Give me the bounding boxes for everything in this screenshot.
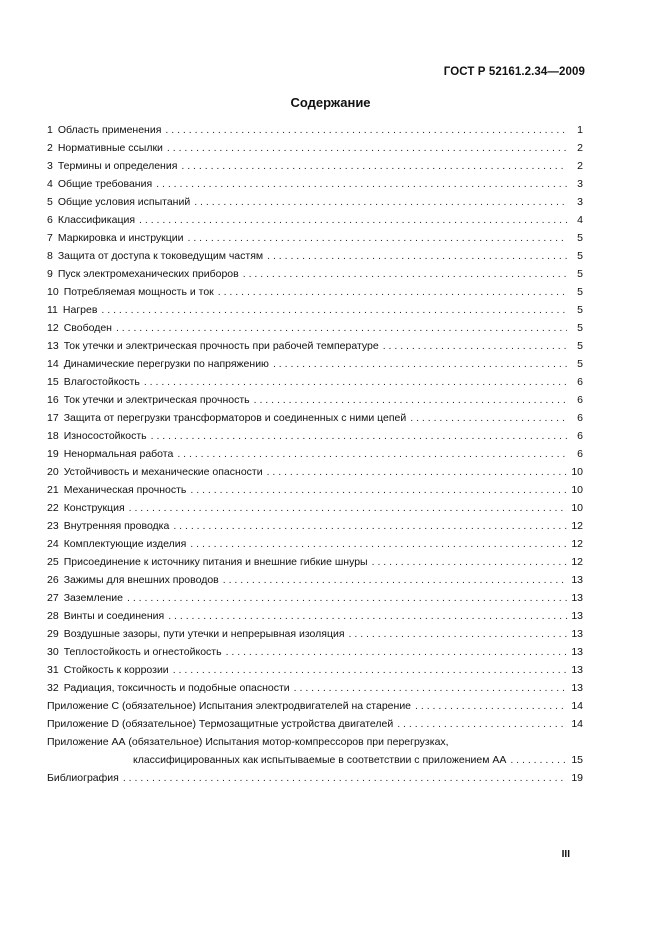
toc-entry-label: Приложение D (обязательное) Термозащитные устройства двигателей xyxy=(47,718,394,730)
standard-code: ГОСТ Р 52161.2.34—2009 xyxy=(443,66,585,78)
toc-entry-label: Область применения xyxy=(57,124,162,136)
toc-entry-number: 28 xyxy=(47,610,59,622)
toc-entry-page: 1 xyxy=(577,124,583,136)
toc-entry-label: Пуск электромеханических приборов xyxy=(57,268,239,280)
toc-entry-page: 3 xyxy=(577,178,583,190)
dot-leader xyxy=(127,589,567,607)
toc-entry-page: 6 xyxy=(577,394,583,406)
dot-leader xyxy=(223,571,567,589)
toc-entry-page: 5 xyxy=(577,286,583,298)
toc-entry-label: Комплектующие изделия xyxy=(63,538,187,550)
toc-entry-page: 5 xyxy=(577,304,583,316)
dot-leader xyxy=(123,769,567,787)
toc-entry[interactable] xyxy=(47,697,583,715)
toc-entry-label: Защита от доступа к токоведущим частям xyxy=(57,250,264,262)
toc-entry[interactable] xyxy=(47,229,583,247)
toc-entry-number: 11 xyxy=(47,304,58,316)
toc-entry[interactable] xyxy=(47,193,583,211)
toc-entry-page: 3 xyxy=(577,196,583,208)
toc-entry-number: 12 xyxy=(47,322,59,334)
toc-entry-label: Маркировка и инструкции xyxy=(57,232,184,244)
toc-entry-label: Устойчивость и механические опасности xyxy=(63,466,263,478)
toc-entry[interactable] xyxy=(47,139,583,157)
toc-entry-number: 10 xyxy=(47,286,59,298)
dot-leader xyxy=(167,139,567,157)
toc-entry-page: 6 xyxy=(577,448,583,460)
dot-leader xyxy=(372,553,567,571)
dot-leader xyxy=(226,643,567,661)
toc-entry[interactable] xyxy=(47,211,583,229)
dot-leader xyxy=(410,409,567,427)
toc-entry-label: Общие условия испытаний xyxy=(57,196,191,208)
toc-entry-number: 15 xyxy=(47,376,59,388)
toc-entry[interactable] xyxy=(47,121,583,139)
dot-leader xyxy=(190,535,567,553)
toc-entry-label: Винты и соединения xyxy=(63,610,165,622)
toc-entry-label: Присоединение к источнику питания и внешние гибкие шнуры xyxy=(63,556,368,568)
toc-entry-page: 5 xyxy=(577,340,583,352)
dot-leader xyxy=(139,211,567,229)
toc-entry[interactable] xyxy=(47,607,583,625)
toc-entry-number: 30 xyxy=(47,646,59,658)
toc-entry[interactable] xyxy=(47,571,583,589)
toc-entry-page: 10 xyxy=(571,484,583,496)
dot-leader xyxy=(243,265,567,283)
toc-entry-number: 21 xyxy=(47,484,59,496)
toc-entry-number: 20 xyxy=(47,466,59,478)
dot-leader xyxy=(254,391,567,409)
toc-entry-number: 8 xyxy=(47,250,53,262)
toc-entry[interactable] xyxy=(47,373,583,391)
toc-entry[interactable] xyxy=(47,157,583,175)
toc-entry-page: 10 xyxy=(571,466,583,478)
dot-leader xyxy=(129,499,567,517)
toc-entry-number: 29 xyxy=(47,628,59,640)
toc-entry[interactable] xyxy=(47,661,583,679)
toc-entry-page: 12 xyxy=(571,538,583,550)
toc-entry-label: Заземление xyxy=(63,592,123,604)
toc-entry-number: 22 xyxy=(47,502,59,514)
toc-entry-page: 13 xyxy=(571,574,583,586)
toc-entry-label: Защита от перегрузки трансформаторов и соединенных с ними цепей xyxy=(63,412,407,424)
toc-entry[interactable] xyxy=(47,265,583,283)
toc-entry-label: Общие требования xyxy=(57,178,153,190)
toc-entry-page: 5 xyxy=(577,250,583,262)
dot-leader xyxy=(116,319,567,337)
toc-entry-label: Нормативные ссылки xyxy=(57,142,163,154)
toc-entry-page: 13 xyxy=(571,682,583,694)
dot-leader xyxy=(218,283,567,301)
toc-entry-number: 5 xyxy=(47,196,53,208)
toc-entry[interactable] xyxy=(47,301,583,319)
toc-entry[interactable] xyxy=(47,499,583,517)
toc-entry-page: 4 xyxy=(577,214,583,226)
toc-entry[interactable] xyxy=(47,427,583,445)
toc-entry[interactable] xyxy=(47,589,583,607)
dot-leader xyxy=(349,625,567,643)
toc-entry-label: Механическая прочность xyxy=(63,484,187,496)
dot-leader xyxy=(267,247,567,265)
toc-entry-annex-aa[interactable] xyxy=(47,733,583,769)
dot-leader xyxy=(165,121,567,139)
toc-entry-number: 7 xyxy=(47,232,53,244)
toc-entry-label: классифицированных как испытываемые в соответствии с приложением АА xyxy=(133,754,507,766)
toc-entry-number: 4 xyxy=(47,178,53,190)
toc-entry-label: Влагостойкость xyxy=(63,376,140,388)
toc-entry-label: Потребляемая мощность и ток xyxy=(63,286,214,298)
toc-entry[interactable] xyxy=(47,175,583,193)
toc-entry-number: 32 xyxy=(47,682,59,694)
toc-entry-page: 12 xyxy=(571,556,583,568)
toc-entry-number: 31 xyxy=(47,664,59,676)
toc-entry[interactable] xyxy=(47,445,583,463)
dot-leader xyxy=(101,301,567,319)
toc-entry-number: 25 xyxy=(47,556,59,568)
dot-leader xyxy=(181,157,567,175)
toc-entry-label: Динамические перегрузки по напряжению xyxy=(63,358,269,370)
toc-entry-number: 19 xyxy=(47,448,59,460)
dot-leader xyxy=(173,661,567,679)
toc-entry-page: 19 xyxy=(571,772,583,784)
dot-leader xyxy=(168,607,567,625)
toc-entry-number: 16 xyxy=(47,394,59,406)
toc-entry-label: Износостойкость xyxy=(63,430,147,442)
page-title: Содержание xyxy=(290,95,371,110)
toc-entry-number: 6 xyxy=(47,214,53,226)
toc-entry-number: 26 xyxy=(47,574,59,586)
toc-entry[interactable] xyxy=(47,409,583,427)
table-of-contents xyxy=(47,121,583,787)
toc-entry-number: 2 xyxy=(47,142,53,154)
toc-entry-page: 2 xyxy=(577,142,583,154)
toc-entry-number: 14 xyxy=(47,358,59,370)
dot-leader xyxy=(397,715,567,733)
toc-entry-page: 13 xyxy=(571,646,583,658)
toc-entry-number: 18 xyxy=(47,430,59,442)
dot-leader xyxy=(151,427,567,445)
toc-entry[interactable] xyxy=(47,391,583,409)
toc-entry-page: 2 xyxy=(577,160,583,172)
toc-entry-label: Стойкость к коррозии xyxy=(63,664,169,676)
toc-entry-page: 6 xyxy=(577,376,583,388)
toc-entry-number: 13 xyxy=(47,340,59,352)
toc-entry-page: 13 xyxy=(571,610,583,622)
toc-entry[interactable] xyxy=(47,517,583,535)
toc-entry-label: Приложение С (обязательное) Испытания электродвигателей на старение xyxy=(47,700,412,712)
toc-entry-label: Классификация xyxy=(57,214,136,226)
toc-entry-label: Ток утечки и электрическая прочность при рабочей температуре xyxy=(63,340,379,352)
dot-leader xyxy=(177,445,567,463)
dot-leader xyxy=(190,481,567,499)
toc-entry-page: 6 xyxy=(577,430,583,442)
toc-entry-number: 24 xyxy=(47,538,59,550)
toc-entry[interactable] xyxy=(47,481,583,499)
toc-entry-label: Теплостойкость и огнестойкость xyxy=(63,646,222,658)
toc-entry-label: Радиация, токсичность и подобные опасности xyxy=(63,682,290,694)
toc-entry-page: 5 xyxy=(577,322,583,334)
toc-entry-label: Свободен xyxy=(63,322,112,334)
toc-entry-label: Приложение АА (обязательное) Испытания мотор-компрессоров при перегрузках, xyxy=(47,736,449,748)
toc-entry-number: 17 xyxy=(47,412,59,424)
dot-leader xyxy=(194,193,567,211)
toc-entry[interactable] xyxy=(47,337,583,355)
toc-entry-label: Библиография xyxy=(47,772,119,784)
toc-entry-number: 27 xyxy=(47,592,59,604)
dot-leader xyxy=(383,337,567,355)
toc-entry-label: Конструкция xyxy=(63,502,125,514)
toc-entry[interactable] xyxy=(47,463,583,481)
toc-entry-label: Нагрев xyxy=(62,304,98,316)
toc-entry-label-continued xyxy=(47,751,583,769)
toc-entry[interactable] xyxy=(47,355,583,373)
toc-entry-page: 5 xyxy=(577,358,583,370)
toc-entry-page: 12 xyxy=(571,520,583,532)
dot-leader xyxy=(273,355,567,373)
toc-entry-label: Ненормальная работа xyxy=(63,448,174,460)
dot-leader xyxy=(510,751,567,769)
toc-entry[interactable] xyxy=(47,715,583,733)
toc-entry[interactable] xyxy=(47,247,583,265)
dot-leader xyxy=(188,229,567,247)
toc-entry[interactable] xyxy=(47,283,583,301)
toc-entry-label: Зажимы для внешних проводов xyxy=(63,574,219,586)
toc-entry-number: 9 xyxy=(47,268,53,280)
toc-entry-page: 14 xyxy=(571,700,583,712)
toc-entry-page: 10 xyxy=(571,502,583,514)
toc-entry-number: 3 xyxy=(47,160,53,172)
toc-entry-page: 13 xyxy=(571,628,583,640)
toc-entry[interactable] xyxy=(47,643,583,661)
toc-entry-page: 13 xyxy=(571,664,583,676)
toc-entry-page: 5 xyxy=(577,232,583,244)
dot-leader xyxy=(156,175,567,193)
toc-entry-page: 14 xyxy=(571,718,583,730)
toc-entry-label: Ток утечки и электрическая прочность xyxy=(63,394,250,406)
toc-entry-page: 13 xyxy=(571,592,583,604)
toc-entry-number: 23 xyxy=(47,520,59,532)
dot-leader xyxy=(415,697,567,715)
dot-leader xyxy=(144,373,567,391)
toc-entry[interactable] xyxy=(47,319,583,337)
toc-entry[interactable] xyxy=(47,679,583,697)
toc-entry[interactable] xyxy=(47,535,583,553)
toc-entry-page: 15 xyxy=(571,754,583,766)
dot-leader xyxy=(267,463,567,481)
toc-entry[interactable] xyxy=(47,769,583,787)
toc-entry-page: 5 xyxy=(577,268,583,280)
toc-entry[interactable] xyxy=(47,625,583,643)
toc-entry-page: 6 xyxy=(577,412,583,424)
toc-entry[interactable] xyxy=(47,553,583,571)
toc-entry-label: Внутренняя проводка xyxy=(63,520,170,532)
toc-entry-label: Воздушные зазоры, пути утечки и непрерывная изоляция xyxy=(63,628,345,640)
dot-leader xyxy=(294,679,567,697)
dot-leader xyxy=(173,517,567,535)
toc-entry-label: Термины и определения xyxy=(57,160,178,172)
toc-entry-number: 1 xyxy=(47,124,53,136)
page-number: III xyxy=(561,849,570,860)
